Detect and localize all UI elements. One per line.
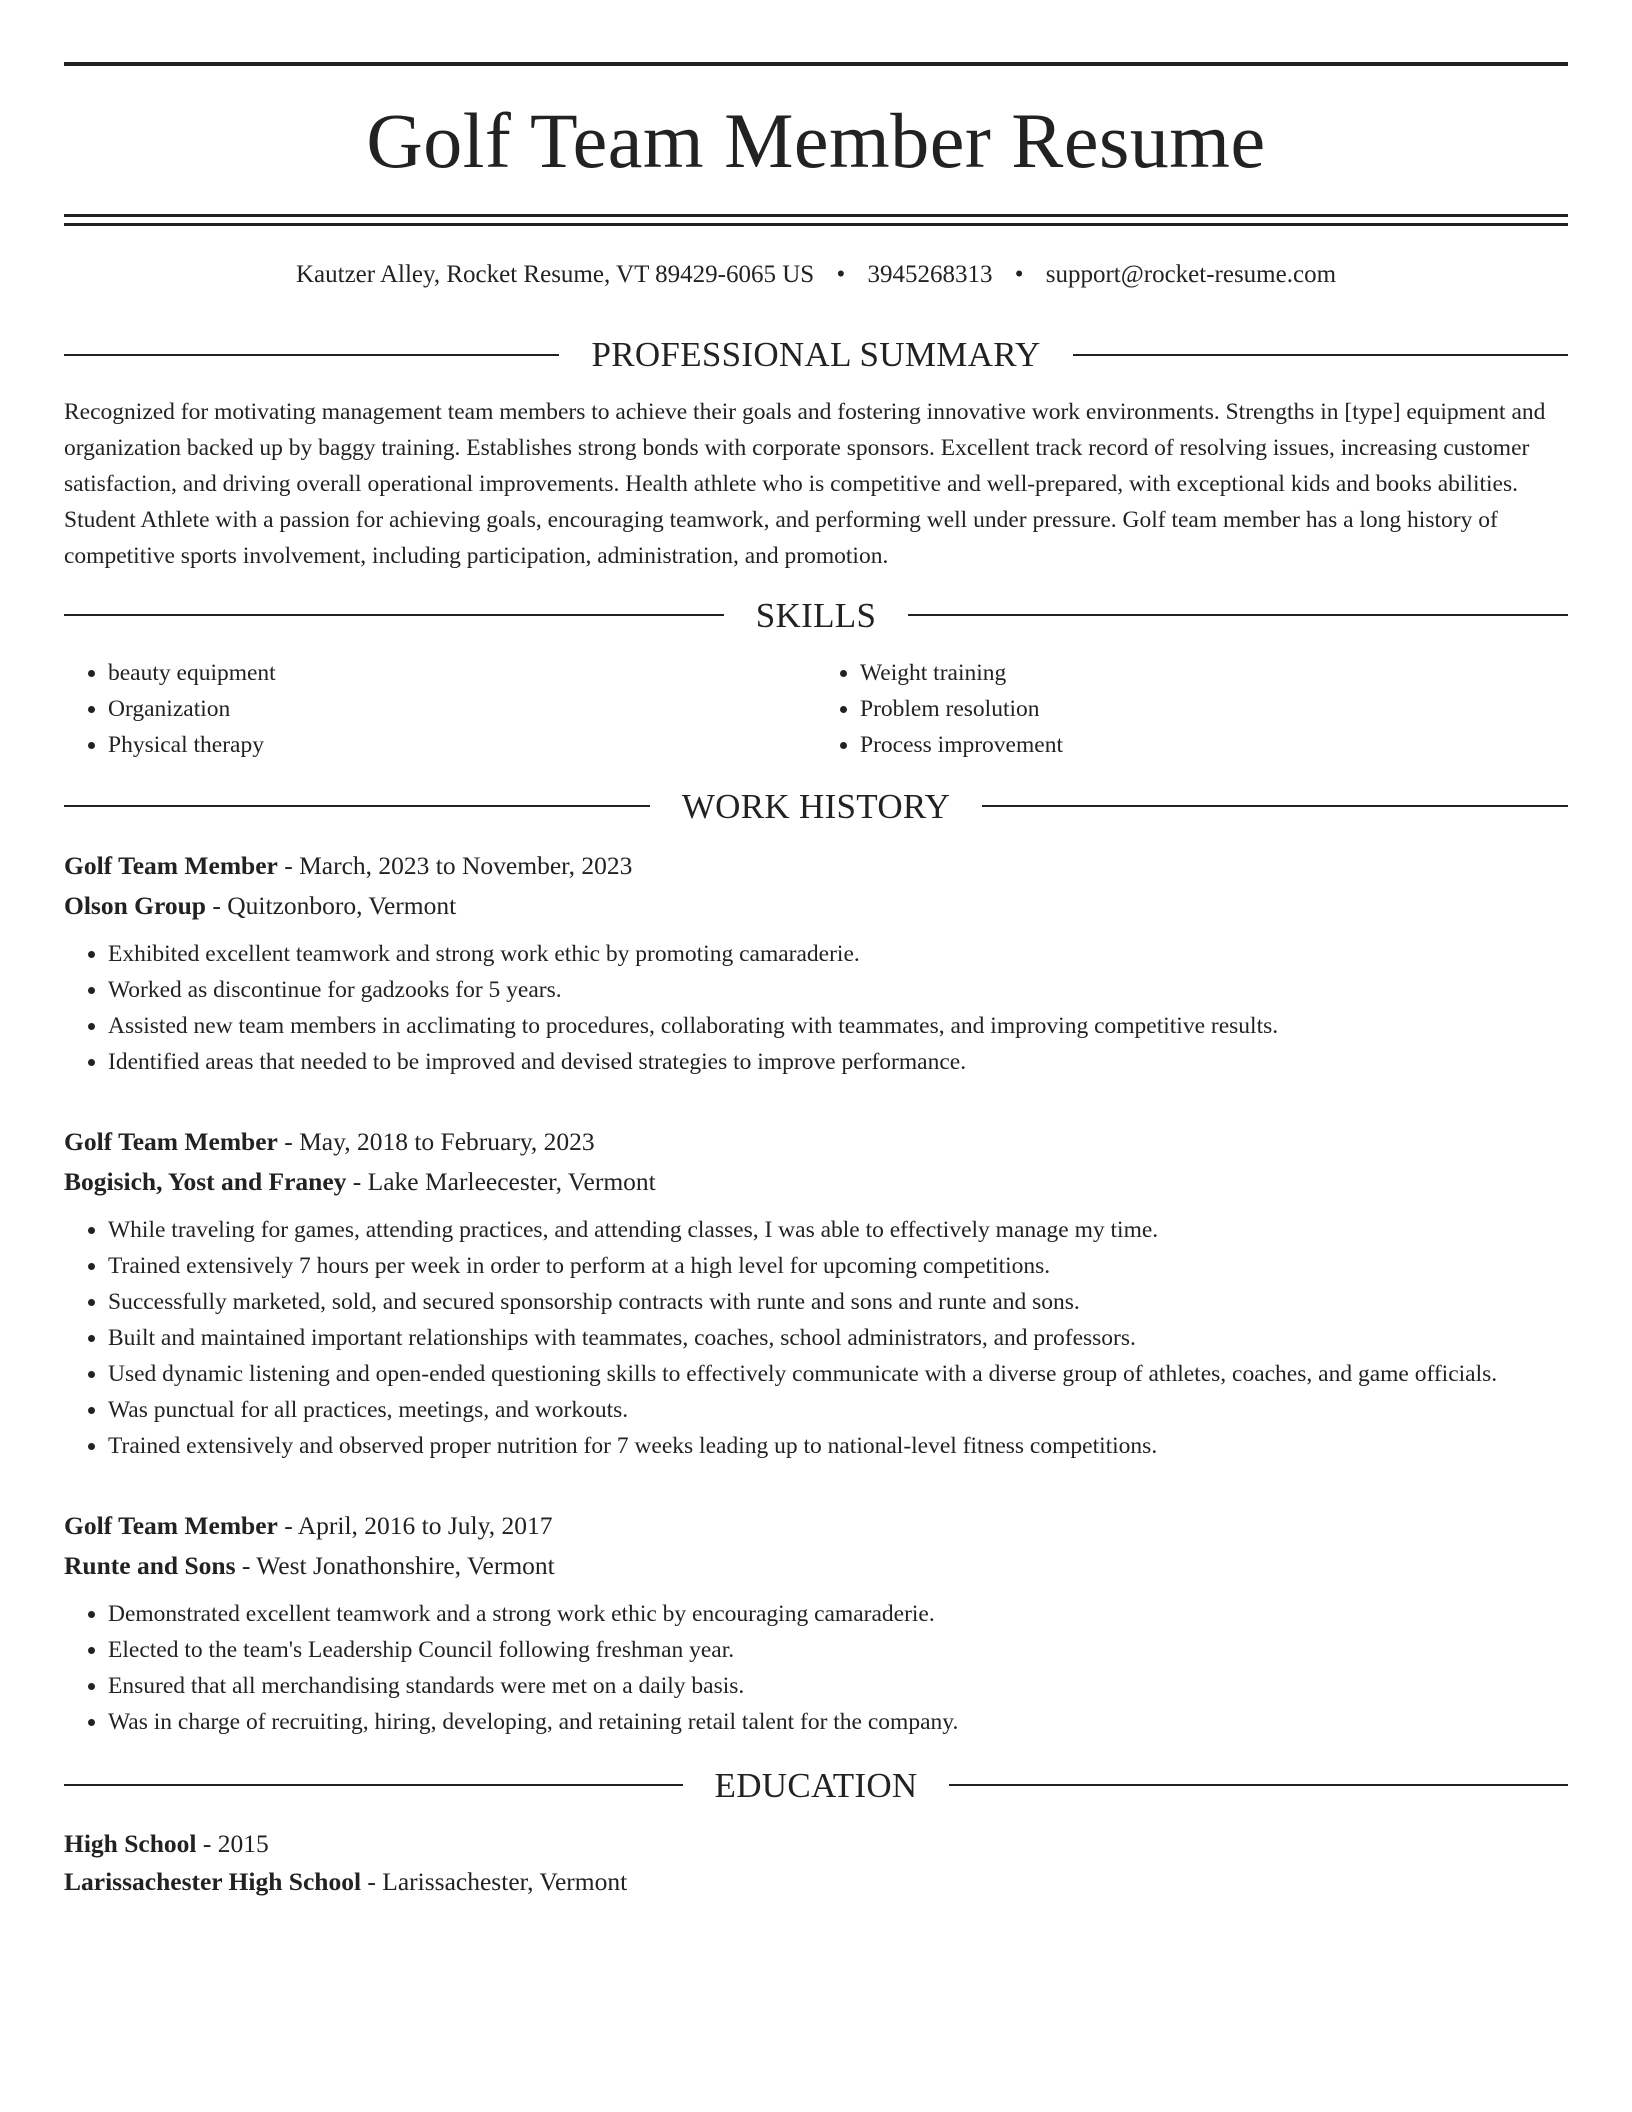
skills-column-left	[64, 655, 816, 763]
heading-rule-right	[908, 614, 1568, 616]
job-bullet: • Trained extensively 7 hours per week in order to perform at a high level for upcoming competitions.	[108, 1248, 1568, 1284]
job-title: Golf Team Member	[64, 1126, 278, 1156]
job-company: Runte and Sons	[64, 1550, 236, 1580]
contact-address: Kautzer Alley, Rocket Resume, VT 89429-6065 US	[295, 261, 815, 288]
education-school: Larissachester High School	[64, 1866, 362, 1896]
job-bullet: • While traveling for games, attending practices, and attending classes, I was able to effectively manage my time.	[108, 1212, 1568, 1248]
job-entry	[64, 1122, 1568, 1464]
skill-item: • Physical therapy	[108, 727, 816, 763]
job-company-line	[64, 886, 1568, 926]
contact-separator: •	[1014, 261, 1024, 288]
job-bullet: • Assisted new team members in acclimating to procedures, collaborating with teammates, and improving competitive results.	[108, 1008, 1568, 1044]
section-heading-summary	[64, 337, 1568, 372]
resume-title: Golf Team Member Resume	[366, 97, 1266, 184]
job-title: Golf Team Member	[64, 1510, 278, 1540]
contact-email: support@rocket-resume.com	[1045, 261, 1337, 288]
job-company: Olson Group	[64, 890, 206, 920]
heading-rule-right	[949, 1784, 1568, 1786]
job-dates: - April, 2016 to July, 2017	[277, 1510, 553, 1540]
job-dates: - May, 2018 to February, 2023	[277, 1126, 595, 1156]
education-location: - Larissachester, Vermont	[361, 1866, 628, 1896]
education-year: - 2015	[196, 1828, 269, 1858]
job-company-line	[64, 1162, 1568, 1202]
skills-column-right	[816, 655, 1568, 763]
heading-rule-left	[64, 805, 650, 807]
job-location: - Lake Marleecester, Vermont	[346, 1166, 656, 1196]
job-bullets	[64, 936, 1568, 1080]
section-heading-work	[64, 786, 1568, 826]
job-bullet: • Successfully marketed, sold, and secured sponsorship contracts with runte and sons and runte and sons.	[108, 1284, 1568, 1320]
skill-item: • Problem resolution	[860, 691, 1568, 727]
education-degree: High School	[64, 1828, 197, 1858]
summary-text: Recognized for motivating management team members to achieve their goals and fostering innovative work environments. Strengths in [type] equipment and organization backed up by baggy training. Establishes strong bonds with corporate sponsors. Excellent track record of resolving issues, increasing customer satisfaction, and driving overall operational improvements. Health athlete who is competitive and well-prepared, with exceptional kids and books abilities. Student Athlete with a passion for achieving goals, encouraging teamwork, and performing well under pressure. Golf team member has a long history of competitive sports involvement, including participation, administration, and promotion.	[64, 399, 1546, 569]
job-bullets	[64, 1212, 1568, 1464]
section-heading-skills	[64, 595, 1568, 635]
skill-item: • beauty equipment	[108, 655, 816, 691]
contact-separator: •	[836, 261, 846, 288]
education-degree-line	[64, 1825, 1568, 1863]
education-entry	[64, 1825, 1568, 1901]
job-bullet: • Was in charge of recruiting, hiring, developing, and retaining retail talent for the company.	[108, 1704, 1568, 1740]
job-title-line	[64, 846, 1568, 886]
job-bullet: • Elected to the team's Leadership Council following freshman year.	[108, 1632, 1568, 1668]
job-bullet: • Was punctual for all practices, meetings, and workouts.	[108, 1392, 1568, 1428]
job-bullet: • Built and maintained important relationships with teammates, coaches, school administrators, and professors.	[108, 1320, 1568, 1356]
section-title: PROFESSIONAL SUMMARY	[591, 335, 1041, 374]
job-bullet: • Exhibited excellent teamwork and strong work ethic by promoting camaraderie.	[108, 936, 1568, 972]
top-rule	[64, 62, 1568, 66]
skills-list	[64, 655, 1568, 763]
section-heading-education	[64, 1765, 1568, 1805]
skill-item: • Weight training	[860, 655, 1568, 691]
job-bullet: • Trained extensively and observed proper nutrition for 7 weeks leading up to national-level fitness competitions.	[108, 1428, 1568, 1464]
job-title: Golf Team Member	[64, 850, 278, 880]
education-school-line	[64, 1863, 1568, 1901]
job-company: Bogisich, Yost and Franey	[64, 1166, 347, 1196]
skill-item: • Organization	[108, 691, 816, 727]
job-bullets	[64, 1596, 1568, 1740]
section-title: EDUCATION	[714, 1765, 918, 1805]
job-bullet: • Ensured that all merchandising standards were met on a daily basis.	[108, 1668, 1568, 1704]
heading-rule-left	[64, 1784, 683, 1786]
contact-phone: 3945268313	[867, 261, 993, 288]
heading-rule-right	[982, 805, 1568, 807]
job-entry	[64, 1506, 1568, 1740]
heading-rule-left	[64, 354, 559, 356]
section-title: SKILLS	[755, 595, 877, 635]
job-location: - West Jonathonshire, Vermont	[235, 1550, 555, 1580]
contact-line	[64, 262, 1568, 287]
job-bullet: • Demonstrated excellent teamwork and a strong work ethic by encouraging camaraderie.	[108, 1596, 1568, 1632]
job-title-line	[64, 1506, 1568, 1546]
heading-rule-left	[64, 614, 724, 616]
job-title-line	[64, 1122, 1568, 1162]
job-bullet: • Identified areas that needed to be improved and devised strategies to improve performance.	[108, 1044, 1568, 1080]
job-dates: - March, 2023 to November, 2023	[277, 850, 633, 880]
job-bullet: • Used dynamic listening and open-ended questioning skills to effectively communicate with a diverse group of athletes, coaches, and game officials.	[108, 1356, 1568, 1392]
job-bullet: • Worked as discontinue for gadzooks for 5 years.	[108, 972, 1568, 1008]
heading-rule-right	[1073, 354, 1568, 356]
job-company-line	[64, 1546, 1568, 1586]
section-title: WORK HISTORY	[681, 786, 951, 826]
job-entry	[64, 846, 1568, 1080]
skill-item: • Process improvement	[860, 727, 1568, 763]
job-location: - Quitzonboro, Vermont	[205, 890, 457, 920]
title-double-rule	[64, 214, 1568, 226]
